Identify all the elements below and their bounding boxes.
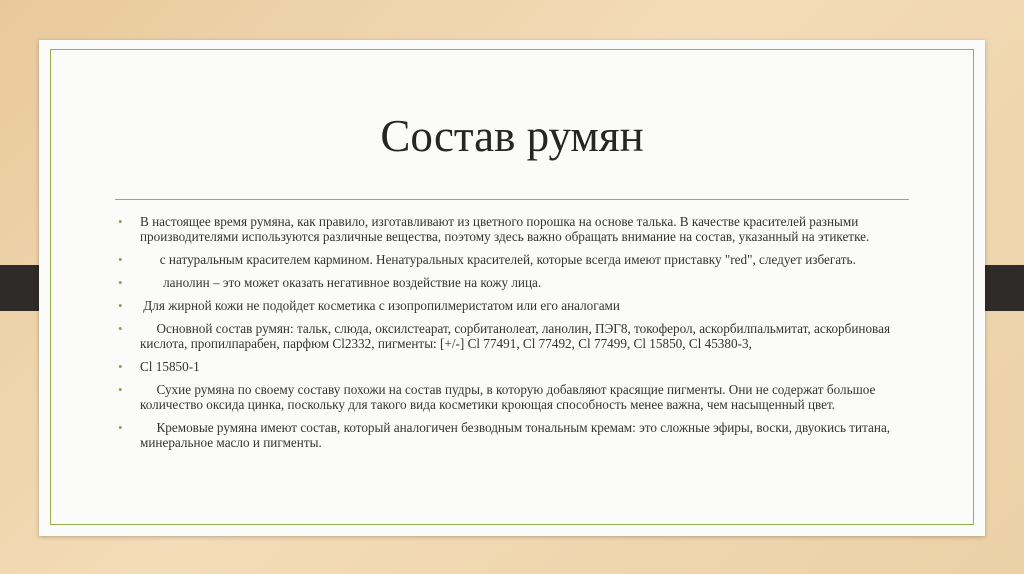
list-item-text: Основной состав румян: тальк, слюда, оксилстеарат, сорбитанолеат, ланолин, ПЭГ8, токоферол, аскорбилпальмитат, аскорбиновая кислота, пропилпарабен, парфюм Cl2332, пигменты: [+/-] Cl 77491, Cl 77492, Cl 77499, Cl 15850, Cl 45380-3, (140, 321, 894, 351)
list-item-text: с натуральным красителем кармином. Ненатуральных красителей, которые всегда имеют приставку "red", следует избегать. (140, 252, 856, 267)
bullet-icon: • (118, 275, 123, 290)
bullet-icon: • (118, 321, 123, 336)
list-item (118, 359, 908, 374)
title-divider (115, 199, 909, 200)
list-item (118, 382, 908, 412)
list-item-text: В настоящее время румяна, как правило, изготавливают из цветного порошка на основе талька. В качестве красителей разными производителями используются различные вещества, поэтому здесь важно обращать внимание на состав, указанный на этикетке. (140, 214, 870, 244)
list-item-text: Cl 15850-1 (140, 359, 200, 374)
list-item (118, 214, 908, 244)
bullet-icon: • (118, 252, 123, 267)
list-item-text: Кремовые румяна имеют состав, который аналогичен безводным тональным кремам: это сложные эфиры, воски, двуокись титана, минеральное масло и пигменты. (140, 420, 894, 450)
bullet-icon: • (118, 382, 123, 397)
list-item (118, 275, 908, 290)
list-item (118, 252, 908, 267)
bullet-icon: • (118, 214, 123, 229)
list-item-text: Для жирной кожи не подойдет косметика с изопропилмеристатом или его аналогами (140, 298, 620, 313)
bullet-icon: • (118, 420, 123, 435)
list-item (118, 321, 908, 351)
list-item-text: ланолин – это может оказать негативное воздействие на кожу лица. (140, 275, 542, 290)
bullet-list (118, 214, 908, 458)
bullet-icon: • (118, 359, 123, 374)
bullet-icon: • (118, 298, 123, 313)
slide-title: Состав румян (380, 111, 644, 161)
list-item (118, 298, 908, 313)
list-item (118, 420, 908, 450)
list-item-text: Сухие румяна по своему составу похожи на состав пудры, в которую добавляют красящие пигменты. Они не содержат большое количество оксида цинка, поскольку для такого вида косметики кроющая способность менее важна, чем насыщенный цвет. (140, 382, 879, 412)
